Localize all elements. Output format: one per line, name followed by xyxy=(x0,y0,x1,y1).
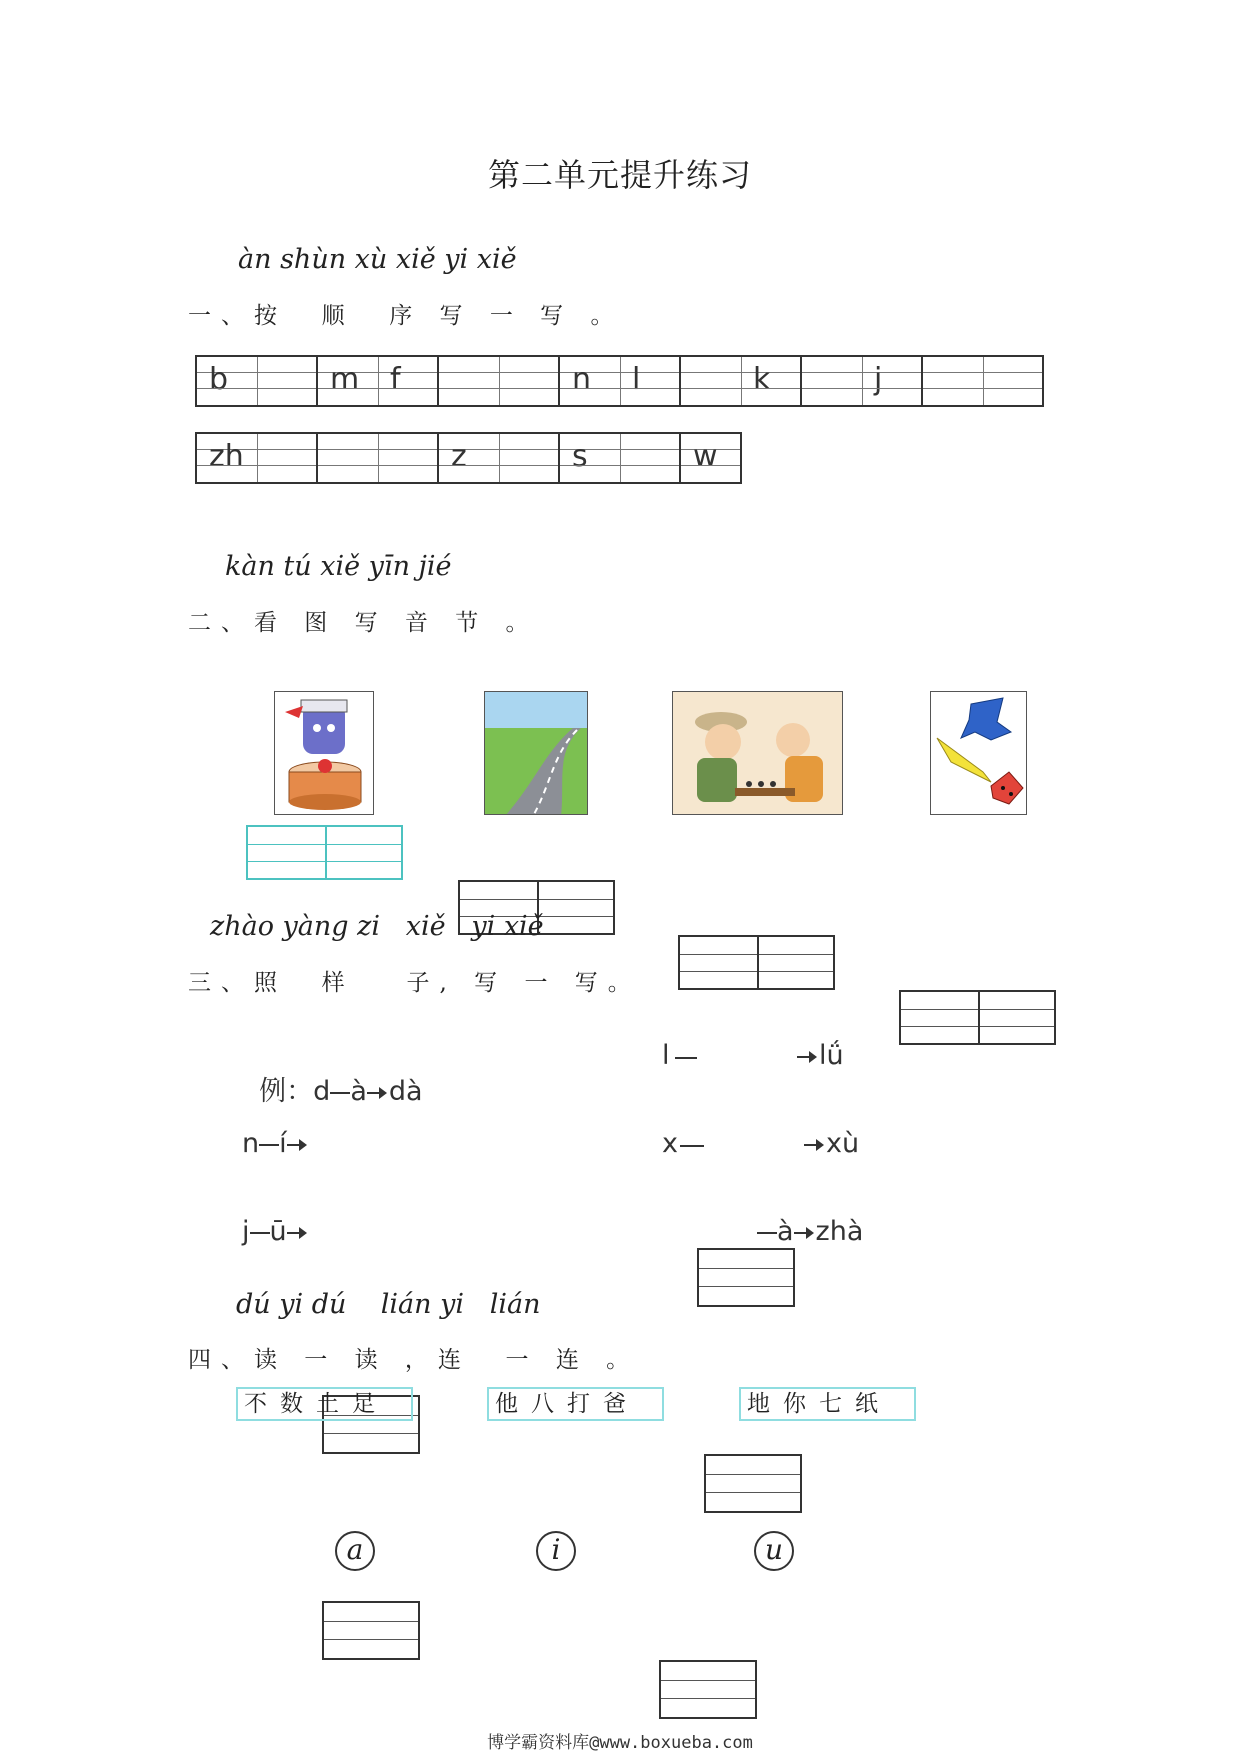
dash-connector xyxy=(757,1232,777,1234)
q4-answer-box[interactable] xyxy=(322,1601,420,1660)
arrow-icon xyxy=(794,1232,812,1234)
q3-result-row xyxy=(804,1128,859,1159)
example-result: dà xyxy=(388,1076,423,1107)
arrow-icon xyxy=(804,1144,822,1146)
example-equation xyxy=(242,1038,423,1108)
grid-cell[interactable] xyxy=(923,357,1044,405)
q5-answer-box[interactable] xyxy=(659,1660,757,1719)
word-group-1[interactable]: 不数土足 xyxy=(236,1387,413,1421)
grid-cell[interactable]: n l xyxy=(560,357,681,405)
section2-pinyin: kàn tú xiě yīn jié xyxy=(225,551,452,582)
q4-final: ū xyxy=(269,1216,287,1247)
grid-cell[interactable]: s xyxy=(560,434,681,482)
example-final: à xyxy=(350,1076,367,1107)
q1-result: lǘ xyxy=(819,1040,844,1071)
circle-a[interactable]: a xyxy=(335,1531,375,1571)
q2-row xyxy=(242,1128,305,1159)
grid-cell[interactable]: w xyxy=(681,434,742,482)
section4-heading: 四、读 一 读 ，连 一 连 。 xyxy=(188,1347,640,1373)
q3-answer-box[interactable] xyxy=(704,1454,802,1513)
old-men-chess-picture xyxy=(672,691,843,815)
q2-initial: n xyxy=(242,1128,260,1159)
grid-cell[interactable]: z xyxy=(439,434,560,482)
arrow-icon xyxy=(797,1056,815,1058)
answer-box-3[interactable] xyxy=(678,935,835,990)
origami-picture xyxy=(930,691,1027,815)
dash-connector xyxy=(675,1057,697,1059)
pinyin-grid-row1 xyxy=(195,355,1044,407)
grid-cell[interactable]: m f xyxy=(318,357,439,405)
q1-result-row xyxy=(797,1040,844,1071)
dash-connector xyxy=(259,1144,279,1146)
road-picture xyxy=(484,691,588,815)
grid-cell[interactable]: zh xyxy=(197,434,318,482)
q5-final: à xyxy=(777,1216,794,1247)
answer-box-4[interactable] xyxy=(899,990,1056,1045)
grid-cell[interactable]: b xyxy=(197,357,318,405)
section3-pinyin: zhào yàng zi xiě yi xiě xyxy=(210,911,544,942)
q3-initial: x xyxy=(662,1128,678,1159)
q1-initial: l xyxy=(662,1040,670,1071)
arrow-icon xyxy=(287,1232,305,1234)
section1-heading: 一、按 顺 序 写 一 写 。 xyxy=(188,303,624,329)
grid-cell[interactable]: j xyxy=(802,357,923,405)
section2-heading: 二、看 图 写 音 节 。 xyxy=(188,610,539,636)
example-initial: d xyxy=(313,1076,331,1107)
section4-pinyin: dú yi dú lián yi lián xyxy=(236,1289,541,1320)
grid-cell[interactable]: k xyxy=(681,357,802,405)
section1-pinyin: àn shùn xù xiě yi xiě xyxy=(238,244,517,275)
q4-initial: j xyxy=(242,1216,250,1247)
q5-row xyxy=(757,1216,863,1247)
q4-row xyxy=(242,1216,305,1247)
arrow-icon xyxy=(287,1144,305,1146)
section3-heading: 三、照 样 子, 写 一 写。 xyxy=(188,970,641,996)
arrow-icon xyxy=(367,1092,385,1094)
dash-connector xyxy=(330,1092,350,1094)
word-group-2[interactable]: 他八打爸 xyxy=(487,1387,664,1421)
answer-box-1[interactable] xyxy=(246,825,403,880)
drum-character-picture xyxy=(274,691,374,815)
example-label: 例： xyxy=(259,1076,314,1107)
footer-watermark: 博学霸资料库@www.boxueba.com xyxy=(487,1733,753,1753)
q3-result: xù xyxy=(826,1128,860,1159)
circle-u[interactable]: u xyxy=(754,1531,794,1571)
pinyin-grid-row2 xyxy=(195,432,742,484)
grid-cell[interactable] xyxy=(318,434,439,482)
circle-i[interactable]: i xyxy=(536,1531,576,1571)
word-group-3[interactable]: 地你七纸 xyxy=(739,1387,916,1421)
q2-final: í xyxy=(279,1128,287,1159)
page-title: 第二单元提升练习 xyxy=(487,156,752,194)
grid-cell[interactable] xyxy=(439,357,560,405)
dash-connector xyxy=(680,1145,704,1147)
q5-result: zhà xyxy=(815,1216,864,1247)
dash-connector xyxy=(250,1232,270,1234)
q1-answer-box[interactable] xyxy=(697,1248,795,1307)
